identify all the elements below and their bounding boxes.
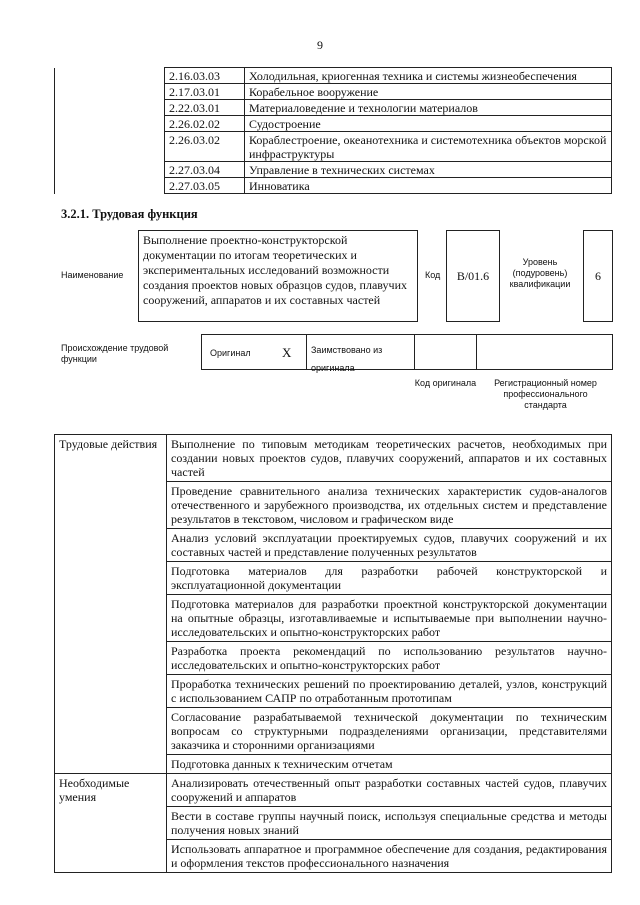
function-code-box (446, 230, 500, 322)
skills-label: Необходимые умения (55, 774, 167, 873)
codes-row (55, 162, 612, 178)
code-cell: 2.26.03.02 (165, 132, 245, 162)
labor-actions-label: Трудовые действия (55, 435, 167, 774)
code-cell: 2.26.02.02 (165, 116, 245, 132)
function-name-box (138, 230, 418, 322)
origin-label: Происхождение трудовой функции (61, 343, 169, 364)
function-code-value: B/01.6 (456, 269, 490, 283)
section-title: 3.2.1. Трудовая функция (61, 207, 198, 221)
function-name-value: Выполнение проектно-конструкторской документации по итогам теоретических и экспериментальных исследований возможности создания проектов новых образцов судов, плавучих сооружений, аппаратов и их составных частей (143, 233, 408, 307)
labor-action-item: Подготовка материалов для разработки проектной конструкторской документации на опытные образцы, изготавливаемые и испытываемые при выполнении научно-исследовательских и опытно-конструкторских работ (167, 595, 612, 642)
codes-row (55, 68, 612, 84)
specialty-name-cell: Холодильная, криогенная техника и системы жизнеобеспечения (245, 68, 612, 84)
labor-action-item: Согласование разрабатываемой технической документации по техническим вопросам со структурными подразделениями организации, представителями заказчика и сторонними организациями (167, 708, 612, 755)
labor-action-item: Проработка технических решений по проектированию деталей, узлов, конструкций с использованием САПР по отработанным прототипам (167, 675, 612, 708)
level-label: Уровень (подуровень) квалификации (509, 257, 571, 289)
codes-row (55, 84, 612, 100)
skill-item: Анализировать отечественный опыт разработки составных частей судов, плавучих сооружений и аппаратов (167, 774, 612, 807)
original-label: Оригинал (210, 348, 251, 358)
codes-row (55, 132, 612, 162)
labor-action-item-row (55, 435, 612, 482)
original-code-caption: Код оригинала (414, 378, 477, 388)
original-cell (201, 334, 307, 370)
specialty-name-cell: Корабельное вооружение (245, 84, 612, 100)
specialty-codes-table (54, 67, 612, 194)
level-value-box (583, 230, 613, 322)
codes-row (55, 178, 612, 194)
borrowed-cell (306, 334, 415, 373)
original-code-cell (414, 334, 477, 370)
level-value: 6 (595, 269, 601, 283)
codes-empty-cell (55, 162, 165, 178)
original-mark: X (282, 345, 292, 360)
specialty-name-cell: Судостроение (245, 116, 612, 132)
skill-item: Использовать аппаратное и программное обеспечение для создания, редактирования и оформления текстов профессионального назначения (167, 840, 612, 873)
labor-function-table (54, 434, 612, 873)
codes-row (55, 100, 612, 116)
reg-number-caption: Регистрационный номер профессионального стандарта (494, 378, 597, 410)
labor-action-item: Выполнение по типовым методикам теоретических расчетов, необходимых при создании новых проектов судов, плавучих сооружений, аппаратов и их составных частей (167, 435, 612, 482)
specialty-name-cell: Кораблестроение, океанотехника и системотехника объектов морской инфраструктуры (245, 132, 612, 162)
labor-action-item: Подготовка данных к техническим отчетам (167, 755, 612, 774)
specialty-name-cell: Управление в технических системах (245, 162, 612, 178)
codes-empty-cell (55, 132, 165, 162)
page-number: 9 (317, 38, 323, 52)
code-cell: 2.17.03.01 (165, 84, 245, 100)
code-cell: 2.27.03.04 (165, 162, 245, 178)
skill-item: Вести в составе группы научный поиск, используя специальные средства и методы получения новых знаний (167, 807, 612, 840)
labor-action-item: Анализ условий эксплуатации проектируемых судов, плавучих сооружений и их составных частей и представление полученных результатов (167, 529, 612, 562)
labor-action-item: Проведение сравнительного анализа технических характеристик судов-аналогов отечественного и зарубежного производства, их отдельных систем и представление результатов в текстовом, числовом и графическом виде (167, 482, 612, 529)
code-cell: 2.16.03.03 (165, 68, 245, 84)
code-label: Код (425, 270, 441, 280)
codes-empty-cell (55, 116, 165, 132)
name-label: Наименование (61, 270, 124, 280)
specialty-name-cell: Материаловедение и технологии материалов (245, 100, 612, 116)
codes-empty-cell (55, 68, 165, 84)
labor-action-item: Разработка проекта рекомендаций по использованию результатов научно-исследовательских и опытно-конструкторских работ (167, 642, 612, 675)
code-cell: 2.22.03.01 (165, 100, 245, 116)
codes-empty-cell (55, 84, 165, 100)
labor-action-item: Подготовка материалов для разработки рабочей конструкторской и эксплуатационной документации (167, 562, 612, 595)
specialty-name-cell: Инноватика (245, 178, 612, 194)
skill-item-row (55, 774, 612, 807)
codes-row (55, 116, 612, 132)
codes-empty-cell (55, 100, 165, 116)
reg-number-cell (476, 334, 613, 370)
codes-empty-cell (55, 178, 165, 194)
borrowed-label: Заимствовано из оригинала (311, 345, 383, 373)
code-cell: 2.27.03.05 (165, 178, 245, 194)
